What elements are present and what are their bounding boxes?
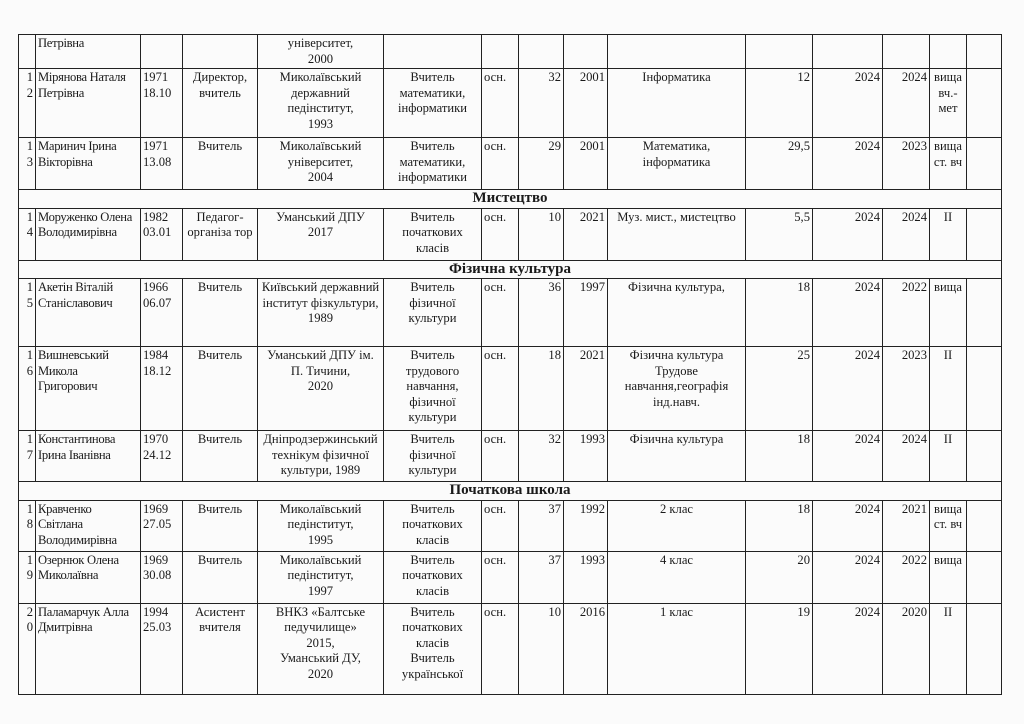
cell-subject	[608, 35, 746, 69]
cell-education: Миколаївський педінститут, 1995	[258, 500, 384, 551]
cell-extra	[967, 69, 1002, 138]
cell-cat-year: 2024	[883, 208, 930, 260]
cell-extra	[967, 551, 1002, 603]
cell-education: Уманський ДПУ 2017	[258, 208, 384, 260]
cell-year: 2021	[564, 347, 608, 431]
cell-cert: 2024	[813, 603, 883, 694]
cell-exp: 10	[519, 603, 564, 694]
cell-position: Асистент вчителя	[183, 603, 258, 694]
cell-date: 1982 03.01	[141, 208, 183, 260]
cell-name: Мірянова Наталя Петрівна	[36, 69, 141, 138]
cell-specialty	[384, 35, 482, 69]
cell-cat-year: 2024	[883, 431, 930, 482]
cell-position: Вчитель	[183, 279, 258, 347]
cell-year: 2016	[564, 603, 608, 694]
cell-cert: 2024	[813, 138, 883, 190]
cell-exp: 32	[519, 431, 564, 482]
cell-hours: 20	[746, 551, 813, 603]
cell-date	[141, 35, 183, 69]
cell-category: ІІ	[930, 347, 967, 431]
cell-date: 1970 24.12	[141, 431, 183, 482]
cell-name: Акетін Віталій Станіславович	[36, 279, 141, 347]
cell-subject: 4 клас	[608, 551, 746, 603]
cell-exp: 37	[519, 500, 564, 551]
cell-specialty: Вчитель початкових класів	[384, 551, 482, 603]
cell-education: Дніпродзержинський технікум фізичної культури, 1989	[258, 431, 384, 482]
cell-kind: осн.	[482, 208, 519, 260]
cell-cert: 2024	[813, 69, 883, 138]
cell-year: 2021	[564, 208, 608, 260]
section-heading-row	[19, 260, 1002, 279]
cell-date: 1971 13.08	[141, 138, 183, 190]
cell-position: Вчитель	[183, 431, 258, 482]
cell-category: вища	[930, 279, 967, 347]
cell-specialty: Вчитель фізичної культури	[384, 279, 482, 347]
cell-subject: Математика, інформатика	[608, 138, 746, 190]
cell-cert: 2024	[813, 551, 883, 603]
cell-year: 1993	[564, 551, 608, 603]
cell-date: 1969 30.08	[141, 551, 183, 603]
cell-num: 19	[19, 551, 36, 603]
cell-extra	[967, 138, 1002, 190]
cell-exp: 10	[519, 208, 564, 260]
cell-kind	[482, 35, 519, 69]
cell-cat-year: 2020	[883, 603, 930, 694]
cell-hours: 12	[746, 69, 813, 138]
cell-cert: 2024	[813, 500, 883, 551]
cell-education: Миколаївський педінститут, 1997	[258, 551, 384, 603]
cell-cat-year: 2024	[883, 69, 930, 138]
cell-num: 20	[19, 603, 36, 694]
cell-specialty: Вчитель трудового навчання, фізичної культури	[384, 347, 482, 431]
cell-exp: 36	[519, 279, 564, 347]
section-heading-row	[19, 190, 1002, 209]
cell-specialty: Вчитель початкових класів	[384, 500, 482, 551]
cell-position: Вчитель	[183, 551, 258, 603]
cell-num: 13	[19, 138, 36, 190]
cell-date: 1994 25.03	[141, 603, 183, 694]
cell-extra	[967, 35, 1002, 69]
section-title: Мистецтво	[19, 190, 1002, 209]
cell-subject: 2 клас	[608, 500, 746, 551]
section-heading-row	[19, 482, 1002, 501]
cell-hours: 25	[746, 347, 813, 431]
cell-position: Вчитель	[183, 500, 258, 551]
cell-cat-year: 2021	[883, 500, 930, 551]
cell-kind: осн.	[482, 431, 519, 482]
cell-extra	[967, 603, 1002, 694]
cell-extra	[967, 431, 1002, 482]
cell-exp	[519, 35, 564, 69]
cell-category: ІІ	[930, 208, 967, 260]
cell-kind: осн.	[482, 138, 519, 190]
cell-category: вища ст. вч	[930, 138, 967, 190]
table-row	[19, 500, 1002, 551]
cell-year	[564, 35, 608, 69]
table-row	[19, 69, 1002, 138]
cell-exp: 32	[519, 69, 564, 138]
cell-hours: 29,5	[746, 138, 813, 190]
cell-subject: Фізична культура Трудове навчання,географія інд.навч.	[608, 347, 746, 431]
cell-position: Вчитель	[183, 138, 258, 190]
table-row	[19, 35, 1002, 69]
cell-specialty: Вчитель математики, інформатики	[384, 138, 482, 190]
cell-hours	[746, 35, 813, 69]
cell-num: 15	[19, 279, 36, 347]
cell-num	[19, 35, 36, 69]
cell-kind: осн.	[482, 500, 519, 551]
cell-subject: Фізична культура	[608, 431, 746, 482]
cell-name: Моруженко Олена Володимирівна	[36, 208, 141, 260]
cell-subject: 1 клас	[608, 603, 746, 694]
cell-extra	[967, 347, 1002, 431]
cell-hours: 18	[746, 431, 813, 482]
cell-num: 16	[19, 347, 36, 431]
cell-cat-year: 2022	[883, 551, 930, 603]
cell-date: 1966 06.07	[141, 279, 183, 347]
cell-name: Маринич Ірина Вікторівна	[36, 138, 141, 190]
cell-name: Петрівна	[36, 35, 141, 69]
cell-name: Кравченко Світлана Володимирівна	[36, 500, 141, 551]
cell-education: Уманський ДПУ ім. П. Тичини, 2020	[258, 347, 384, 431]
cell-subject: Фізична культура,	[608, 279, 746, 347]
cell-specialty: Вчитель математики, інформатики	[384, 69, 482, 138]
cell-specialty: Вчитель фізичної культури	[384, 431, 482, 482]
cell-name: Паламарчук Алла Дмитрівна	[36, 603, 141, 694]
cell-cat-year	[883, 35, 930, 69]
cell-position: Директор, вчитель	[183, 69, 258, 138]
section-title: Фізична культура	[19, 260, 1002, 279]
cell-cert	[813, 35, 883, 69]
cell-category: вища	[930, 551, 967, 603]
table-row	[19, 603, 1002, 694]
table-row	[19, 138, 1002, 190]
cell-specialty: Вчитель початкових класів Вчитель української	[384, 603, 482, 694]
cell-exp: 29	[519, 138, 564, 190]
cell-kind: осн.	[482, 279, 519, 347]
cell-category: вища ст. вч	[930, 500, 967, 551]
cell-hours: 18	[746, 500, 813, 551]
cell-name: Константинова Ірина Іванівна	[36, 431, 141, 482]
cell-position: Педагог-організа тор	[183, 208, 258, 260]
cell-num: 18	[19, 500, 36, 551]
cell-hours: 5,5	[746, 208, 813, 260]
cell-name: Озернюк Олена Миколаївна	[36, 551, 141, 603]
cell-extra	[967, 279, 1002, 347]
cell-cert: 2024	[813, 279, 883, 347]
cell-date: 1971 18.10	[141, 69, 183, 138]
table-row	[19, 431, 1002, 482]
cell-cert: 2024	[813, 431, 883, 482]
cell-num: 14	[19, 208, 36, 260]
cell-date: 1969 27.05	[141, 500, 183, 551]
section-title: Початкова школа	[19, 482, 1002, 501]
cell-specialty: Вчитель початкових класів	[384, 208, 482, 260]
cell-extra	[967, 500, 1002, 551]
cell-category: ІІ	[930, 603, 967, 694]
cell-exp: 18	[519, 347, 564, 431]
cell-education: Київський державний інститут фізкультури, 1989	[258, 279, 384, 347]
cell-cert: 2024	[813, 347, 883, 431]
cell-cat-year: 2023	[883, 138, 930, 190]
cell-name: Вишневський Микола Григорович	[36, 347, 141, 431]
table-row	[19, 551, 1002, 603]
cell-year: 1993	[564, 431, 608, 482]
table-row	[19, 208, 1002, 260]
table-row	[19, 347, 1002, 431]
cell-extra	[967, 208, 1002, 260]
cell-education: Миколаївський державний педінститут, 1993	[258, 69, 384, 138]
cell-kind: осн.	[482, 347, 519, 431]
cell-category: ІІ	[930, 431, 967, 482]
cell-num: 12	[19, 69, 36, 138]
cell-position	[183, 35, 258, 69]
cell-year: 2001	[564, 69, 608, 138]
cell-year: 1992	[564, 500, 608, 551]
cell-category: вища вч.-мет	[930, 69, 967, 138]
cell-cat-year: 2022	[883, 279, 930, 347]
cell-cat-year: 2023	[883, 347, 930, 431]
cell-exp: 37	[519, 551, 564, 603]
cell-date: 1984 18.12	[141, 347, 183, 431]
cell-num: 17	[19, 431, 36, 482]
cell-position: Вчитель	[183, 347, 258, 431]
cell-hours: 19	[746, 603, 813, 694]
table-row	[19, 279, 1002, 347]
cell-hours: 18	[746, 279, 813, 347]
staff-table	[18, 34, 1002, 695]
cell-subject: Муз. мист., мистецтво	[608, 208, 746, 260]
staff-table-body	[19, 35, 1002, 695]
cell-cert: 2024	[813, 208, 883, 260]
cell-kind: осн.	[482, 603, 519, 694]
cell-subject: Інформатика	[608, 69, 746, 138]
cell-education: університет, 2000	[258, 35, 384, 69]
cell-education: ВНКЗ «Балтське педучилище» 2015, Уманський ДУ, 2020	[258, 603, 384, 694]
cell-year: 1997	[564, 279, 608, 347]
cell-year: 2001	[564, 138, 608, 190]
cell-education: Миколаївський університет, 2004	[258, 138, 384, 190]
cell-category	[930, 35, 967, 69]
cell-kind: осн.	[482, 69, 519, 138]
cell-kind: осн.	[482, 551, 519, 603]
